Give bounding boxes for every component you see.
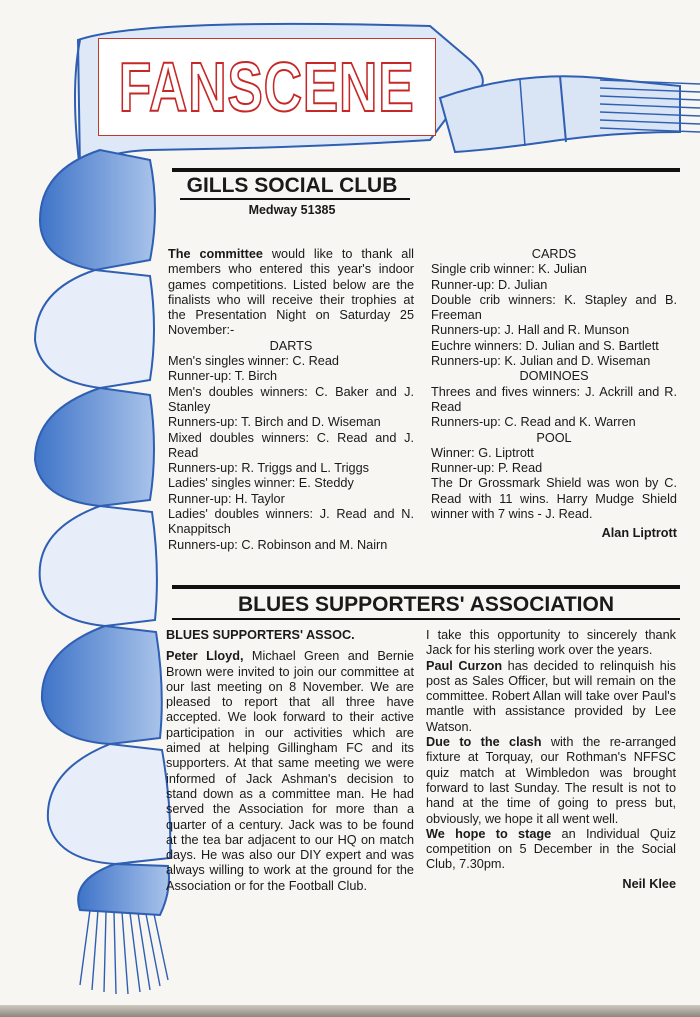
darts-result: Ladies' singles winner: E. Steddy — [168, 476, 354, 491]
blues-p4-bold: Due to the clash — [426, 735, 542, 750]
gills-signature: Alan Liptrott — [601, 526, 677, 541]
darts-result: Runners-up: C. Robinson and M. Nairn — [168, 537, 388, 552]
gills-phone: Medway 51385 — [248, 203, 336, 217]
gills-right-column — [431, 247, 677, 542]
darts-result: Runners-up: R. Triggs and L. Triggs — [168, 461, 369, 476]
blues-p3-bold: Paul Curzon — [426, 658, 503, 673]
gills-intro-text: would like to thank all members who entered this year's indoor games competitions. Listed below are the finalists who will receive their trophies at the Presentation Night on Saturday 25 November:- — [168, 247, 415, 338]
pool-result: Winner: G. Liptrott — [431, 445, 534, 460]
gills-intro — [168, 247, 414, 339]
pool-heading: POOL — [536, 430, 572, 445]
shield-note: The Dr Grossmark Shield was won by C. Read with 11 wins. Harry Mudge Shield winner with 7 wins - J. Read. — [431, 476, 677, 522]
blues-paragraph — [426, 735, 676, 827]
blues-heading: BLUES SUPPORTERS' ASSOCIATION — [237, 593, 615, 616]
blues-p4-text: with the re-arranged fixture at Torquay, our Rothman's NFFSC quiz match at Wimbledon was brought forward to last Sunday. The result is not to hand at the time of going to press but, obviously, we hope it all went well. — [426, 735, 676, 826]
blues-paragraph — [426, 827, 676, 873]
cards-heading: CARDS — [531, 247, 577, 261]
darts-heading: DARTS — [269, 338, 313, 353]
cards-result: Runners-up: J. Hall and R. Munson — [431, 323, 630, 338]
darts-result: Men's doubles winners: C. Baker and J. Stanley — [168, 384, 414, 414]
cards-result: Runner-up: D. Julian — [431, 277, 548, 292]
darts-result: Runner-up: T. Birch — [168, 369, 278, 384]
blues-signature: Neil Klee — [622, 876, 676, 891]
blues-subheading: BLUES SUPPORTERS' ASSOC. — [166, 628, 355, 642]
cards-result: Single crib winner: K. Julian — [431, 262, 587, 277]
blues-p1-text: Michael Green and Bernie Brown were invited to join our committee at our last meeting on 8 November. We are pleased to report that all three have accepted. We look forward to their active participation in our activities which are aimed at helping Gillingham FC and its supporters. At that same meeting we were informed of Jack Ashman's decision to stand down as a committee man. He had served the Association for more than a quarter of a century. Jack was to be found at the tea bar adjacent to our HQ on match days. He was also our DIY expert and was always willing to work at the ground for the Association or for the Football Club. — [166, 649, 414, 893]
darts-result: Men's singles winner: C. Read — [168, 354, 339, 369]
dominoes-result: Threes and fives winners: J. Ackrill and R. Read — [431, 384, 677, 414]
blues-p1-bold: Peter Lloyd, — [166, 649, 244, 664]
masthead-title-box — [98, 38, 436, 136]
blues-left-column — [166, 628, 414, 894]
cards-result: Runners-up: K. Julian and D. Wiseman — [431, 354, 651, 369]
dominoes-heading: DOMINOES — [519, 369, 589, 384]
gills-left-column — [168, 247, 414, 553]
masthead-title: FANSCENE — [119, 48, 415, 126]
page-edge-shadow — [0, 1005, 700, 1017]
pool-result: Runner-up: P. Read — [431, 461, 543, 476]
cards-result: Double crib winners: K. Stapley and B. Freeman — [431, 292, 677, 323]
gills-top-rule — [172, 168, 680, 172]
gills-intro-bold: The committee — [168, 247, 263, 261]
gills-heading: GILLS SOCIAL CLUB — [186, 174, 398, 197]
darts-result: Ladies' doubles winners: J. Read and N. Knappitsch — [168, 507, 414, 537]
blues-right-column — [426, 628, 676, 892]
dominoes-result: Runners-up: C. Read and K. Warren — [431, 415, 636, 430]
darts-result: Runner-up: H. Taylor — [168, 491, 285, 506]
blues-top-rule — [172, 585, 680, 589]
darts-result: Mixed doubles winners: C. Read and J. Read — [168, 430, 414, 460]
blues-paragraph: I take this opportunity to sincerely thank Jack for his sterling work over the years. — [426, 628, 676, 658]
blues-heading-underline — [172, 618, 680, 620]
blues-paragraph — [166, 649, 414, 894]
blues-paragraph — [426, 659, 676, 735]
gills-heading-underline — [180, 198, 410, 200]
darts-result: Runners-up: T. Birch and D. Wiseman — [168, 415, 381, 430]
cards-result: Euchre winners: D. Julian and S. Bartlett — [431, 338, 659, 353]
blues-p3-text: has decided to relinquish his post as Sales Officer, but will remain on the committee. Robert Allan will take over Paul's mantle with assistance provided by Lee Watson. — [426, 658, 676, 734]
blues-p5-text: an Individual Quiz competition on 5 December in the Social Club, 7.30pm. — [426, 826, 676, 872]
blues-p5-bold: We hope to stage — [426, 826, 552, 841]
